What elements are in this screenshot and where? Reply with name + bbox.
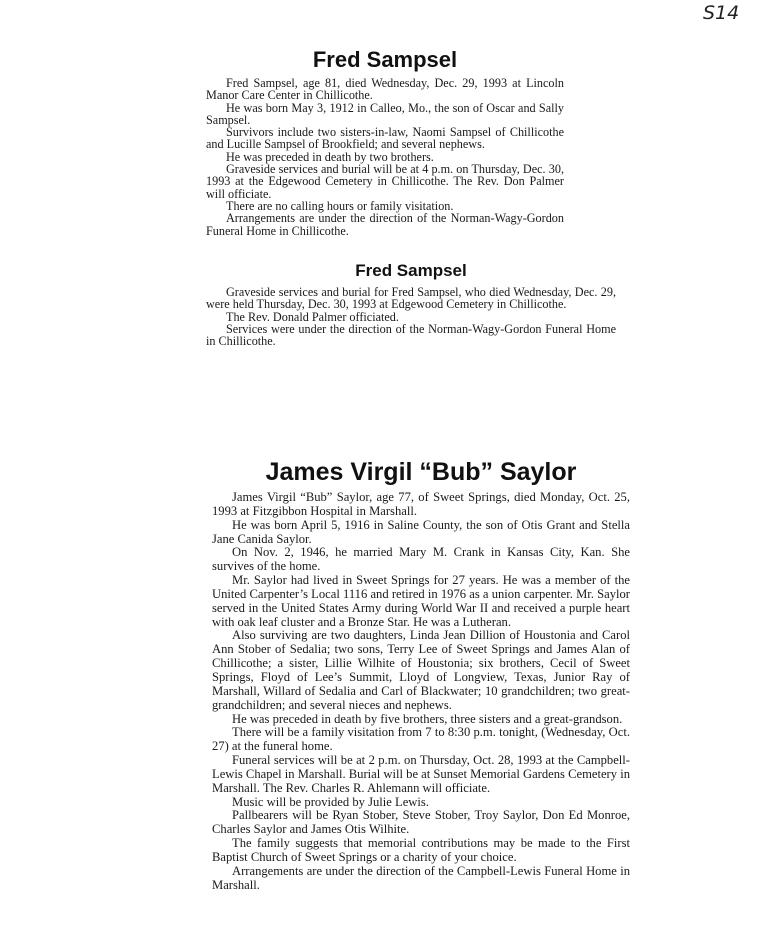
- obituary-heading: Fred Sampsel: [312, 47, 458, 72]
- obituary-paragraph: The Rev. Donald Palmer officiated.: [226, 309, 399, 324]
- obituary-paragraph: Pallbearers will be Ryan Stober, Steve Stober, Troy Saylor, Don Ed Monroe, Charles Saylor and James Otis Wilhite.: [212, 808, 630, 837]
- obituary-paragraph: Graveside services and burial will be at 4 p.m. on Thursday, Dec. 30, 1993 at the Edgewood Cemetery in Chillicothe. The Rev. Don Palmer will officiate.: [206, 162, 564, 201]
- obituary-paragraph: Services were under the direction of the Norman-Wagy-Gordon Funeral Home in Chillicothe.: [206, 321, 616, 349]
- obituary-paragraph: Also surviving are two daughters, Linda Jean Dillion of Houstonia and Carol Ann Stober of Sedalia; two sons, Terry Lee of Sweet Springs and James Alan of Chillicothe; a sister, Lillie Wilhite of Houstonia; six brothers, Cecil of Sweet Springs, Floyd of Lee’s Summit, Lloyd of Longview, Texas, Junior Ray of Marshall, Willard of Sedalia and Carl of Blackwater; 10 grandchildren; two great-grandchildren; and several nieces and nephews.: [212, 628, 630, 712]
- obituary-paragraph: He was born April 5, 1916 in Saline County, the son of Otis Grant and Stella Jane Canida Saylor.: [212, 517, 630, 546]
- obituary-paragraph: Arrangements are under the direction of the Campbell-Lewis Funeral Home in Marshall.: [212, 863, 630, 892]
- obituary-paragraph: He was preceded in death by five brothers, three sisters and a great-grandson.: [232, 711, 623, 726]
- obituary-fred-sampsel-followup: [206, 260, 616, 347]
- obituary-paragraph: Graveside services and burial for Fred Sampsel, who died Wednesday, Dec. 29, were held Thursday, Dec. 30, 1993 at Edgewood Cemetery in Chillicothe.: [206, 285, 616, 312]
- obituary-paragraph: On Nov. 2, 1946, he married Mary M. Crank in Kansas City, Kan. She survives of the home.: [212, 545, 630, 574]
- obituary-paragraph: He was preceded in death by two brothers.: [226, 149, 434, 164]
- obituary-paragraph: The family suggests that memorial contributions may be made to the First Baptist Church of Sweet Springs or a charity of your choice.: [212, 836, 630, 864]
- obituary-paragraph: Arrangements are under the direction of the Norman-Wagy-Gordon Funeral Home in Chillicothe.: [206, 211, 564, 238]
- obituary-paragraph: Fred Sampsel, age 81, died Wednesday, Dec. 29, 1993 at Lincoln Manor Care Center in Chillicothe.: [206, 76, 564, 103]
- obituary-heading: Fred Sampsel: [355, 261, 467, 280]
- obituary-paragraph: There are no calling hours or family visitation.: [226, 198, 454, 213]
- obituary-paragraph: Funeral services will be at 2 p.m. on Thursday, Oct. 28, 1993 at the Campbell-Lewis Chapel in Marshall. Burial will be at Sunset Memorial Gardens Cemetery in Marshall. The Rev. Charles R. Ahlemann will officiate.: [212, 753, 630, 795]
- obituary-heading: James Virgil “Bub” Saylor: [265, 458, 577, 486]
- obituary-paragraph: James Virgil “Bub” Saylor, age 77, of Sweet Springs, died Monday, Oct. 25, 1993 at Fitzgibbon Hospital in Marshall.: [212, 490, 630, 518]
- obituary-paragraph: He was born May 3, 1912 in Calleo, Mo., the son of Oscar and Sally Sampsel.: [206, 100, 564, 127]
- obituary-paragraph: Music will be provided by Julie Lewis.: [232, 794, 429, 809]
- page-number-mark: S14: [703, 2, 740, 24]
- obituary-paragraph: Survivors include two sisters-in-law, Naomi Sampsel of Chillicothe and Lucille Sampsel of Brookfield; and several nephews.: [206, 125, 564, 152]
- obituary-james-saylor: [212, 457, 630, 892]
- obituary-fred-sampsel: [206, 47, 564, 237]
- obituary-paragraph: There will be a family visitation from 7 to 8:30 p.m. tonight, (Wednesday, Oct. 27) at the funeral home.: [212, 725, 630, 754]
- obituary-paragraph: Mr. Saylor had lived in Sweet Springs for 27 years. He was a member of the United Carpenter’s Local 1116 and retired in 1976 as a union carpenter. Mr. Saylor served in the United States Army during World War II and received a purple heart with oak leaf cluster and a Bronze Star. He was a Lutheran.: [212, 573, 630, 629]
